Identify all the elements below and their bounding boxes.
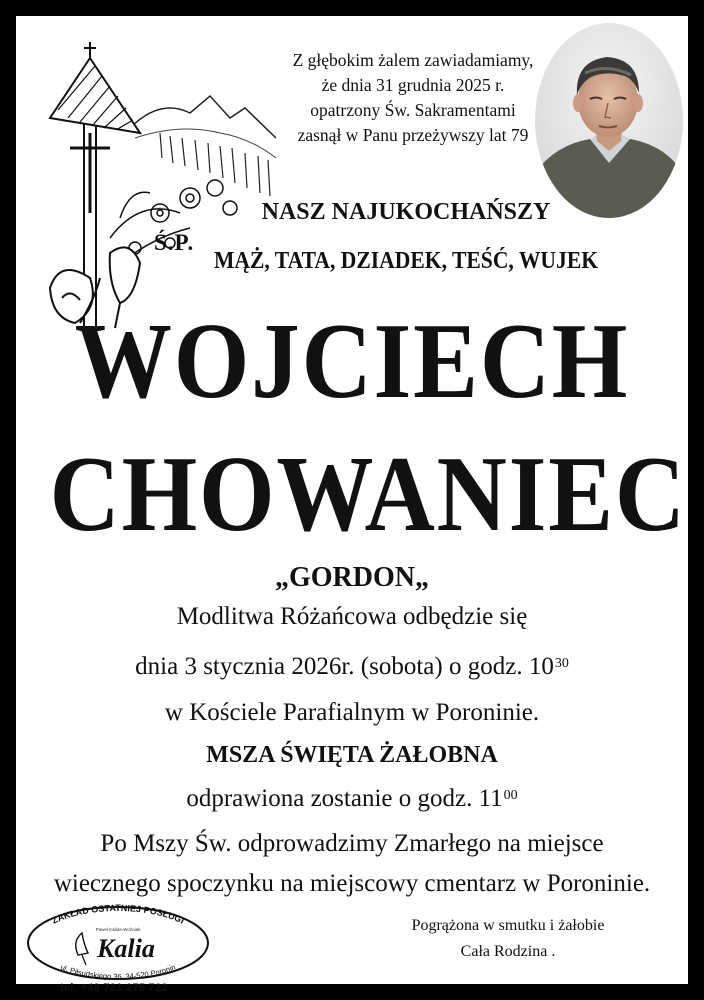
burial-line-1: Po Mszy Św. odprowadzimy Zmarłego na miejsce (100, 830, 604, 857)
intro-line: że dnia 31 grudnia 2025 r. (321, 75, 505, 95)
seal-small-text: Paweł Kalida-Woźniak (95, 927, 141, 932)
signature-line-2: Cała Rodzina . (460, 943, 556, 960)
announcement-intro (278, 48, 548, 148)
deceased-nickname: „GORDON„ (275, 562, 429, 593)
obituary-sheet (16, 16, 688, 994)
mass-time-minutes: 00 (503, 788, 518, 803)
intro-line: zasnął w Panu przeżywszy lat 79 (297, 125, 529, 145)
rosary-line-2 (16, 652, 688, 682)
deceased-portrait-photo (535, 23, 683, 218)
sp-abbreviation: Ś.P. (154, 230, 195, 255)
rosary-line-3: w Kościele Parafialnym w Poroninie. (164, 699, 540, 726)
signature-line-1: Pogrążona w smutku i żałobie (411, 917, 605, 934)
funeral-home-phone: tel. +48 721 275 722 (60, 982, 168, 994)
seal-logo-text: Kalia (97, 934, 155, 963)
mass-heading: MSZA ŚWIĘTA ŻAŁOBNA (206, 742, 498, 768)
intro-line: Z głębokim żalem zawiadamiamy, (292, 50, 534, 70)
rosary-time-minutes: 30 (554, 656, 569, 671)
seal-address-text: ul. Piłsudskiego 36, 34-520 Poronin (59, 962, 177, 981)
intro-line: opatrzony Św. Sakramentami (310, 100, 516, 120)
funeral-home-seal (22, 903, 214, 981)
seal-top-text: ZAKŁAD OSTATNIEJ POSŁUGI (50, 903, 186, 926)
burial-line-2: wiecznego spoczynku na miejscowy cmentarz w Poroninie. (53, 870, 651, 897)
rosary-date-time: dnia 3 stycznia 2026r. (sobota) o godz. 10 (135, 653, 554, 680)
deceased-last-name: CHOWANIEC (49, 435, 687, 554)
deceased-first-name: WOJCIECH (74, 302, 630, 421)
mass-line (16, 784, 688, 814)
rosary-line-1: Modlitwa Różańcowa odbędzie się (176, 603, 528, 630)
family-signature (408, 913, 608, 965)
mass-time: odprawiona zostanie o godz. 11 (186, 785, 503, 812)
wayside-shrine-illustration (40, 38, 276, 338)
relation-line-1: NASZ NAJUKOCHAŃSZY (261, 199, 551, 225)
relation-line-2: MĄŻ, TATA, DZIADEK, TEŚĆ, WUJEK (213, 248, 599, 274)
